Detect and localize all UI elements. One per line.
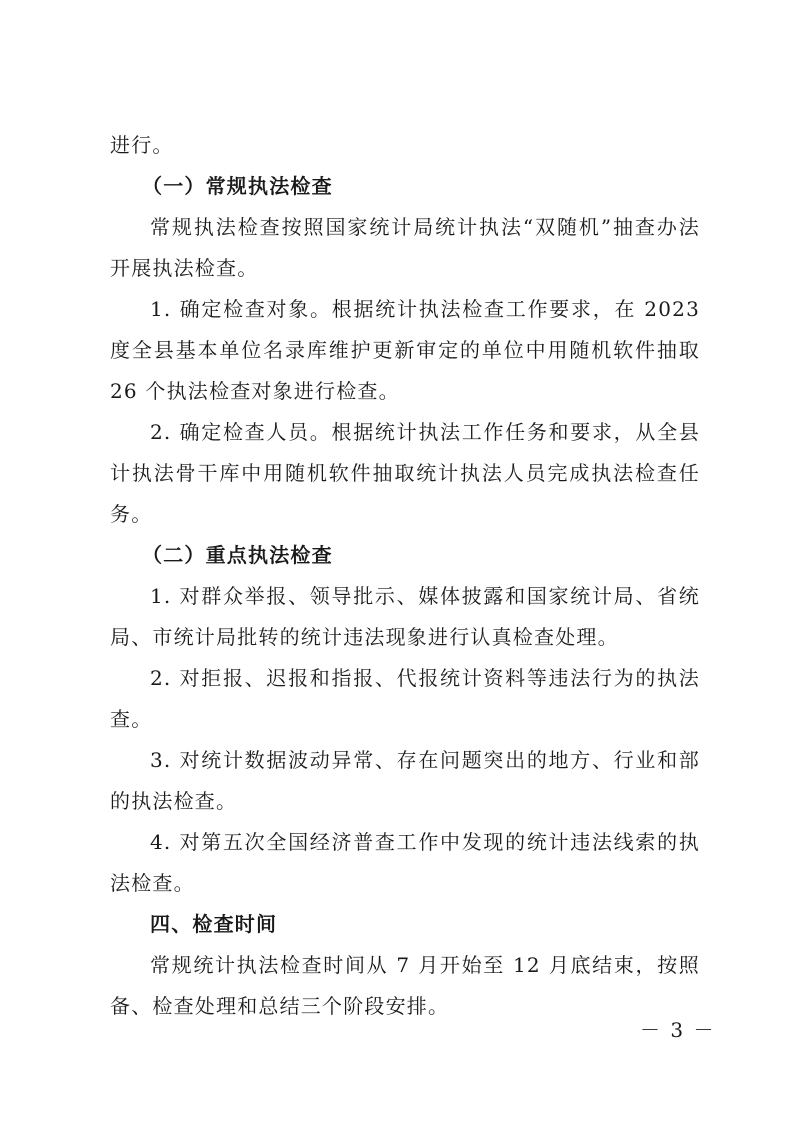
paragraph-line: 3. 对统计数据波动异常、存在问题突出的地方、行业和部 (150, 748, 700, 772)
section-heading: （二）重点执法检查 (142, 543, 333, 567)
paragraph-line: 4. 对第五次全国经济普查工作中发现的统计违法线索的执 (150, 830, 700, 854)
paragraph-line: 的执法检查。 (110, 789, 238, 813)
paragraph-line: 1. 确定检查对象。根据统计执法检查工作要求，在 2023 (150, 297, 700, 321)
paragraph-line: 开展执法检查。 (110, 256, 259, 280)
paragraph-line: 法检查。 (110, 871, 195, 895)
page-number: － 3 － (640, 1018, 716, 1042)
paragraph-line: 26 个执法检查对象进行检查。 (110, 379, 400, 403)
paragraph-line: 查。 (110, 707, 153, 731)
paragraph-line: 进行。 (110, 133, 174, 157)
paragraph-line: 常规统计执法检查时间从 7 月开始至 12 月底结束，按照 (150, 953, 700, 977)
paragraph-line: 备、检查处理和总结三个阶段安排。 (110, 994, 450, 1018)
section-heading: 四、检查时间 (150, 912, 278, 936)
paragraph-line: 常规执法检查按照国家统计局统计执法“双随机”抽查办法 (150, 215, 700, 239)
paragraph-line: 务。 (110, 502, 153, 526)
paragraph-line: 2. 对拒报、迟报和指报、代报统计资料等违法行为的执法 (150, 666, 700, 690)
section-heading: （一）常规执法检查 (142, 174, 333, 198)
paragraph-line: 局、市统计局批转的统计违法现象进行认真检查处理。 (110, 625, 619, 649)
paragraph-line: 1. 对群众举报、领导批示、媒体披露和国家统计局、省统 (150, 584, 700, 608)
paragraph-line: 度全县基本单位名录库维护更新审定的单位中用随机软件抽取 (110, 338, 700, 362)
paragraph-line: 2. 确定检查人员。根据统计执法工作任务和要求，从全县 (150, 420, 700, 444)
paragraph-line: 计执法骨干库中用随机软件抽取统计执法人员完成执法检查任 (110, 461, 700, 485)
